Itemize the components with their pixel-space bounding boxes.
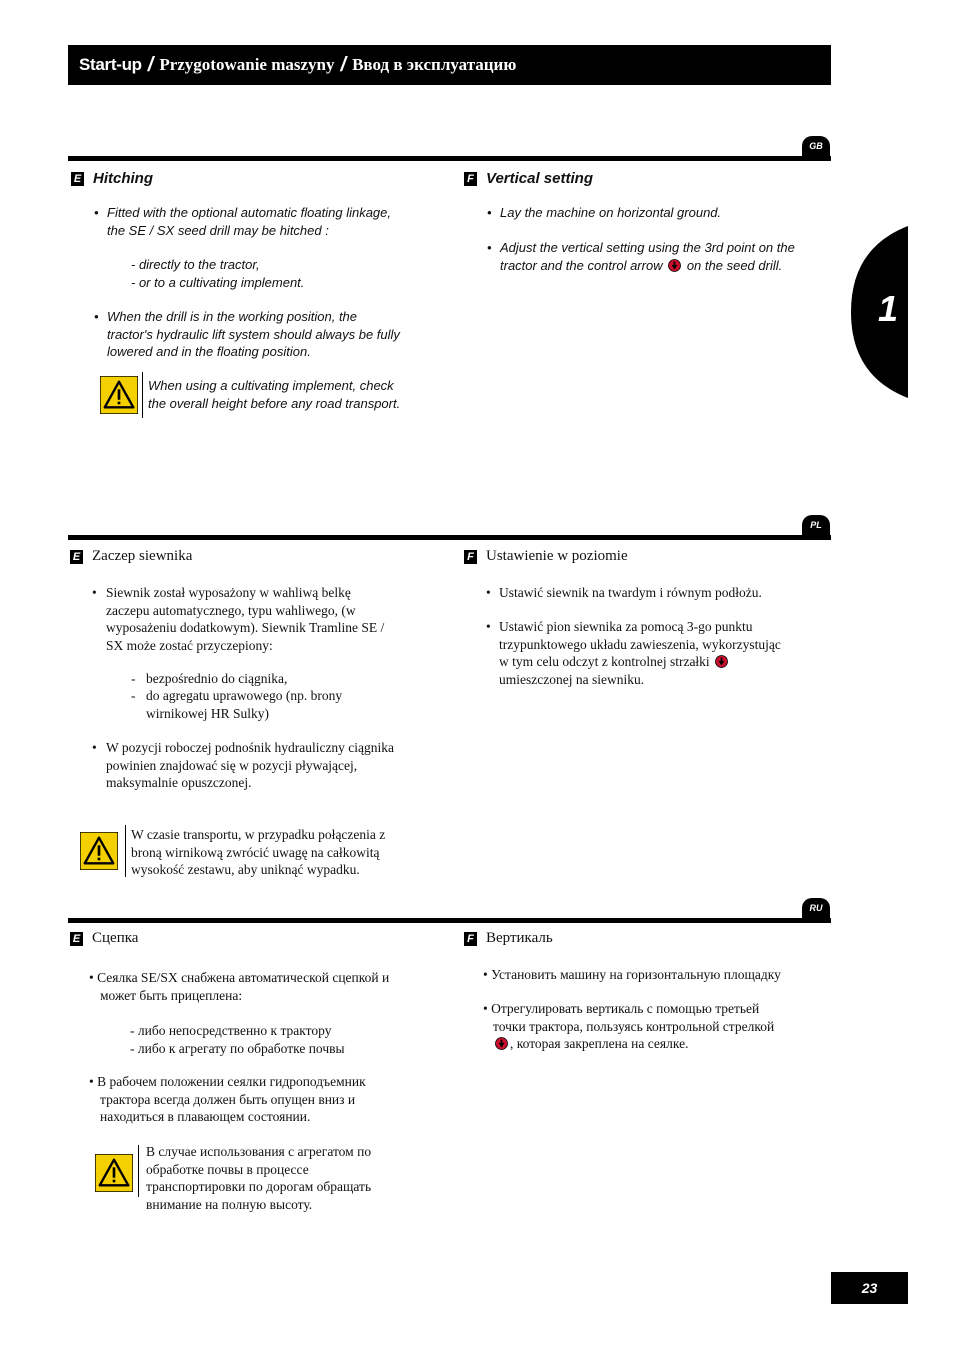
gb-right-bullet-2: Adjust the vertical setting using the 3rd point on the tractor and the control arrow on the seed drill.: [500, 240, 795, 273]
letter-marker: F: [464, 550, 477, 564]
ru-left-sublist: - либо непосредственно к трактору - либо к агрегату по обработке почвы: [130, 1023, 345, 1056]
bullet-marker: •: [487, 205, 492, 220]
section-rule-gb: [68, 156, 831, 161]
ru-right-bullet-1: • Установить машину на горизонтальную площадку: [483, 967, 781, 982]
dash-marker: -: [131, 671, 136, 686]
bullet-marker: •: [94, 205, 99, 220]
language-badge-pl: PL: [802, 515, 830, 535]
section-title-hitch-ru: [70, 930, 138, 947]
gb-left-sublist: - directly to the tractor, - or to a cultivating implement.: [131, 257, 305, 290]
ru-right-bullet-2: • Отрегулировать вертикаль с помощью третьей точки трактора, пользуясь контрольной стрелкой , которая закреплена на сеялке.: [483, 1001, 775, 1051]
warning-icon: [100, 376, 138, 414]
control-arrow-icon: [715, 655, 728, 668]
letter-marker: E: [70, 550, 83, 564]
pl-left-bullet-2: W pozycji roboczej podnośnik hydrauliczny ciągnika powinien znajdować się w pozycji pływającej, maksymalnie opuszczonej.: [106, 740, 395, 790]
pl-warning-text: W czasie transportu, w przypadku połączenia z broną wirnikową zwrócić uwagę na całkowitą wysokość zestawu, aby uniknąć wypadku.: [131, 827, 386, 877]
title-text: Ustawienie w poziomie: [486, 548, 628, 564]
bullet-marker: •: [94, 309, 99, 324]
bullet-marker: •: [486, 585, 491, 600]
control-arrow-icon: [668, 259, 681, 272]
gb-warning-text: When using a cultivating implement, check the overall height before any road transport.: [148, 378, 401, 411]
page-header: [68, 45, 831, 85]
header-separator: /: [340, 53, 347, 76]
warning-icon: [95, 1154, 133, 1192]
language-badge-gb: GB: [802, 136, 830, 156]
section-title-vertical-setting: [464, 170, 593, 187]
warning-divider: [125, 825, 126, 877]
language-badge-ru: RU: [802, 898, 830, 918]
bullet-marker: •: [487, 240, 492, 255]
header-separator: /: [147, 53, 154, 76]
pl-right-bullet-1: Ustawić siewnik na twardym i równym podłożu.: [499, 585, 762, 600]
section-title-vertical-pl: [464, 548, 628, 565]
title-text: Hitching: [93, 170, 153, 187]
header-title-pl: Przygotowanie maszyny: [159, 55, 335, 74]
warning-divider: [142, 372, 143, 418]
pl-right-bullet-2: Ustawić pion siewnika za pomocą 3-go punktu trzypunktowego układu zawieszenia, wykorzystując w tym celu odczyt z kontrolnej strzałki umieszczonej na siewniku.: [499, 619, 781, 687]
letter-marker: E: [70, 932, 83, 946]
header-title-en: Start-up: [79, 55, 142, 74]
page-number: 23: [831, 1272, 908, 1304]
letter-marker: E: [71, 172, 84, 186]
dash-marker: -: [131, 688, 136, 703]
chapter-number: 1: [877, 288, 899, 329]
letter-marker: F: [464, 172, 477, 186]
section-title-vertical-ru: [464, 930, 553, 947]
control-arrow-icon: [495, 1037, 508, 1050]
warning-divider: [138, 1145, 139, 1197]
section-rule-pl: [68, 535, 831, 540]
title-text: Zaczep siewnika: [92, 548, 193, 564]
bullet-marker: •: [92, 585, 97, 600]
pl-left-sub-1: bezpośrednio do ciągnika,: [146, 671, 288, 686]
title-text: Vertical setting: [486, 170, 593, 187]
gb-left-bullet-2: When the drill is in the working position, the tractor's hydraulic lift system should always be fully lowered and in the floating position.: [107, 309, 400, 359]
bullet-marker: •: [92, 740, 97, 755]
gb-right-bullet-1: Lay the machine on horizontal ground.: [500, 205, 722, 220]
warning-icon: [80, 832, 118, 870]
section-rule-ru: [68, 918, 831, 923]
title-text: Вертикаль: [486, 930, 553, 946]
ru-left-bullet-1: • Сеялка SE/SX снабжена автоматической сцепкой и может быть прицеплена:: [89, 970, 390, 1003]
ru-warning-text: В случае использования с агрегатом по обработке почвы в процессе транспортировки по дорогам обращать внимание на полную высоту.: [146, 1144, 372, 1212]
letter-marker: F: [464, 932, 477, 946]
bullet-marker: •: [486, 619, 491, 634]
pl-left-bullet-1: Siewnik został wyposażony w wahliwą belkę zaczepu automatycznego, typu wahliwego, (w wyposażeniu dodatkowym). Siewnik Tramline SE / SX może zostać przyczepiony:: [106, 585, 385, 653]
section-title-hitching: [71, 170, 153, 187]
ru-left-bullet-2: • В рабочем положении сеялки гидроподъемник трактора всегда должен быть опущен вниз и находиться в плавающем состоянии.: [89, 1074, 366, 1124]
header-title-ru: Ввод в эксплуатацию: [352, 55, 517, 74]
gb-left-bullet-1: Fitted with the optional automatic floating linkage, the SE / SX seed drill may be hitched :: [107, 205, 392, 238]
title-text: Сцепка: [92, 930, 139, 946]
pl-left-sub-2: do agregatu uprawowego (np. brony wirnikowej HR Sulky): [146, 688, 343, 721]
section-title-hitch-pl: [70, 548, 192, 565]
